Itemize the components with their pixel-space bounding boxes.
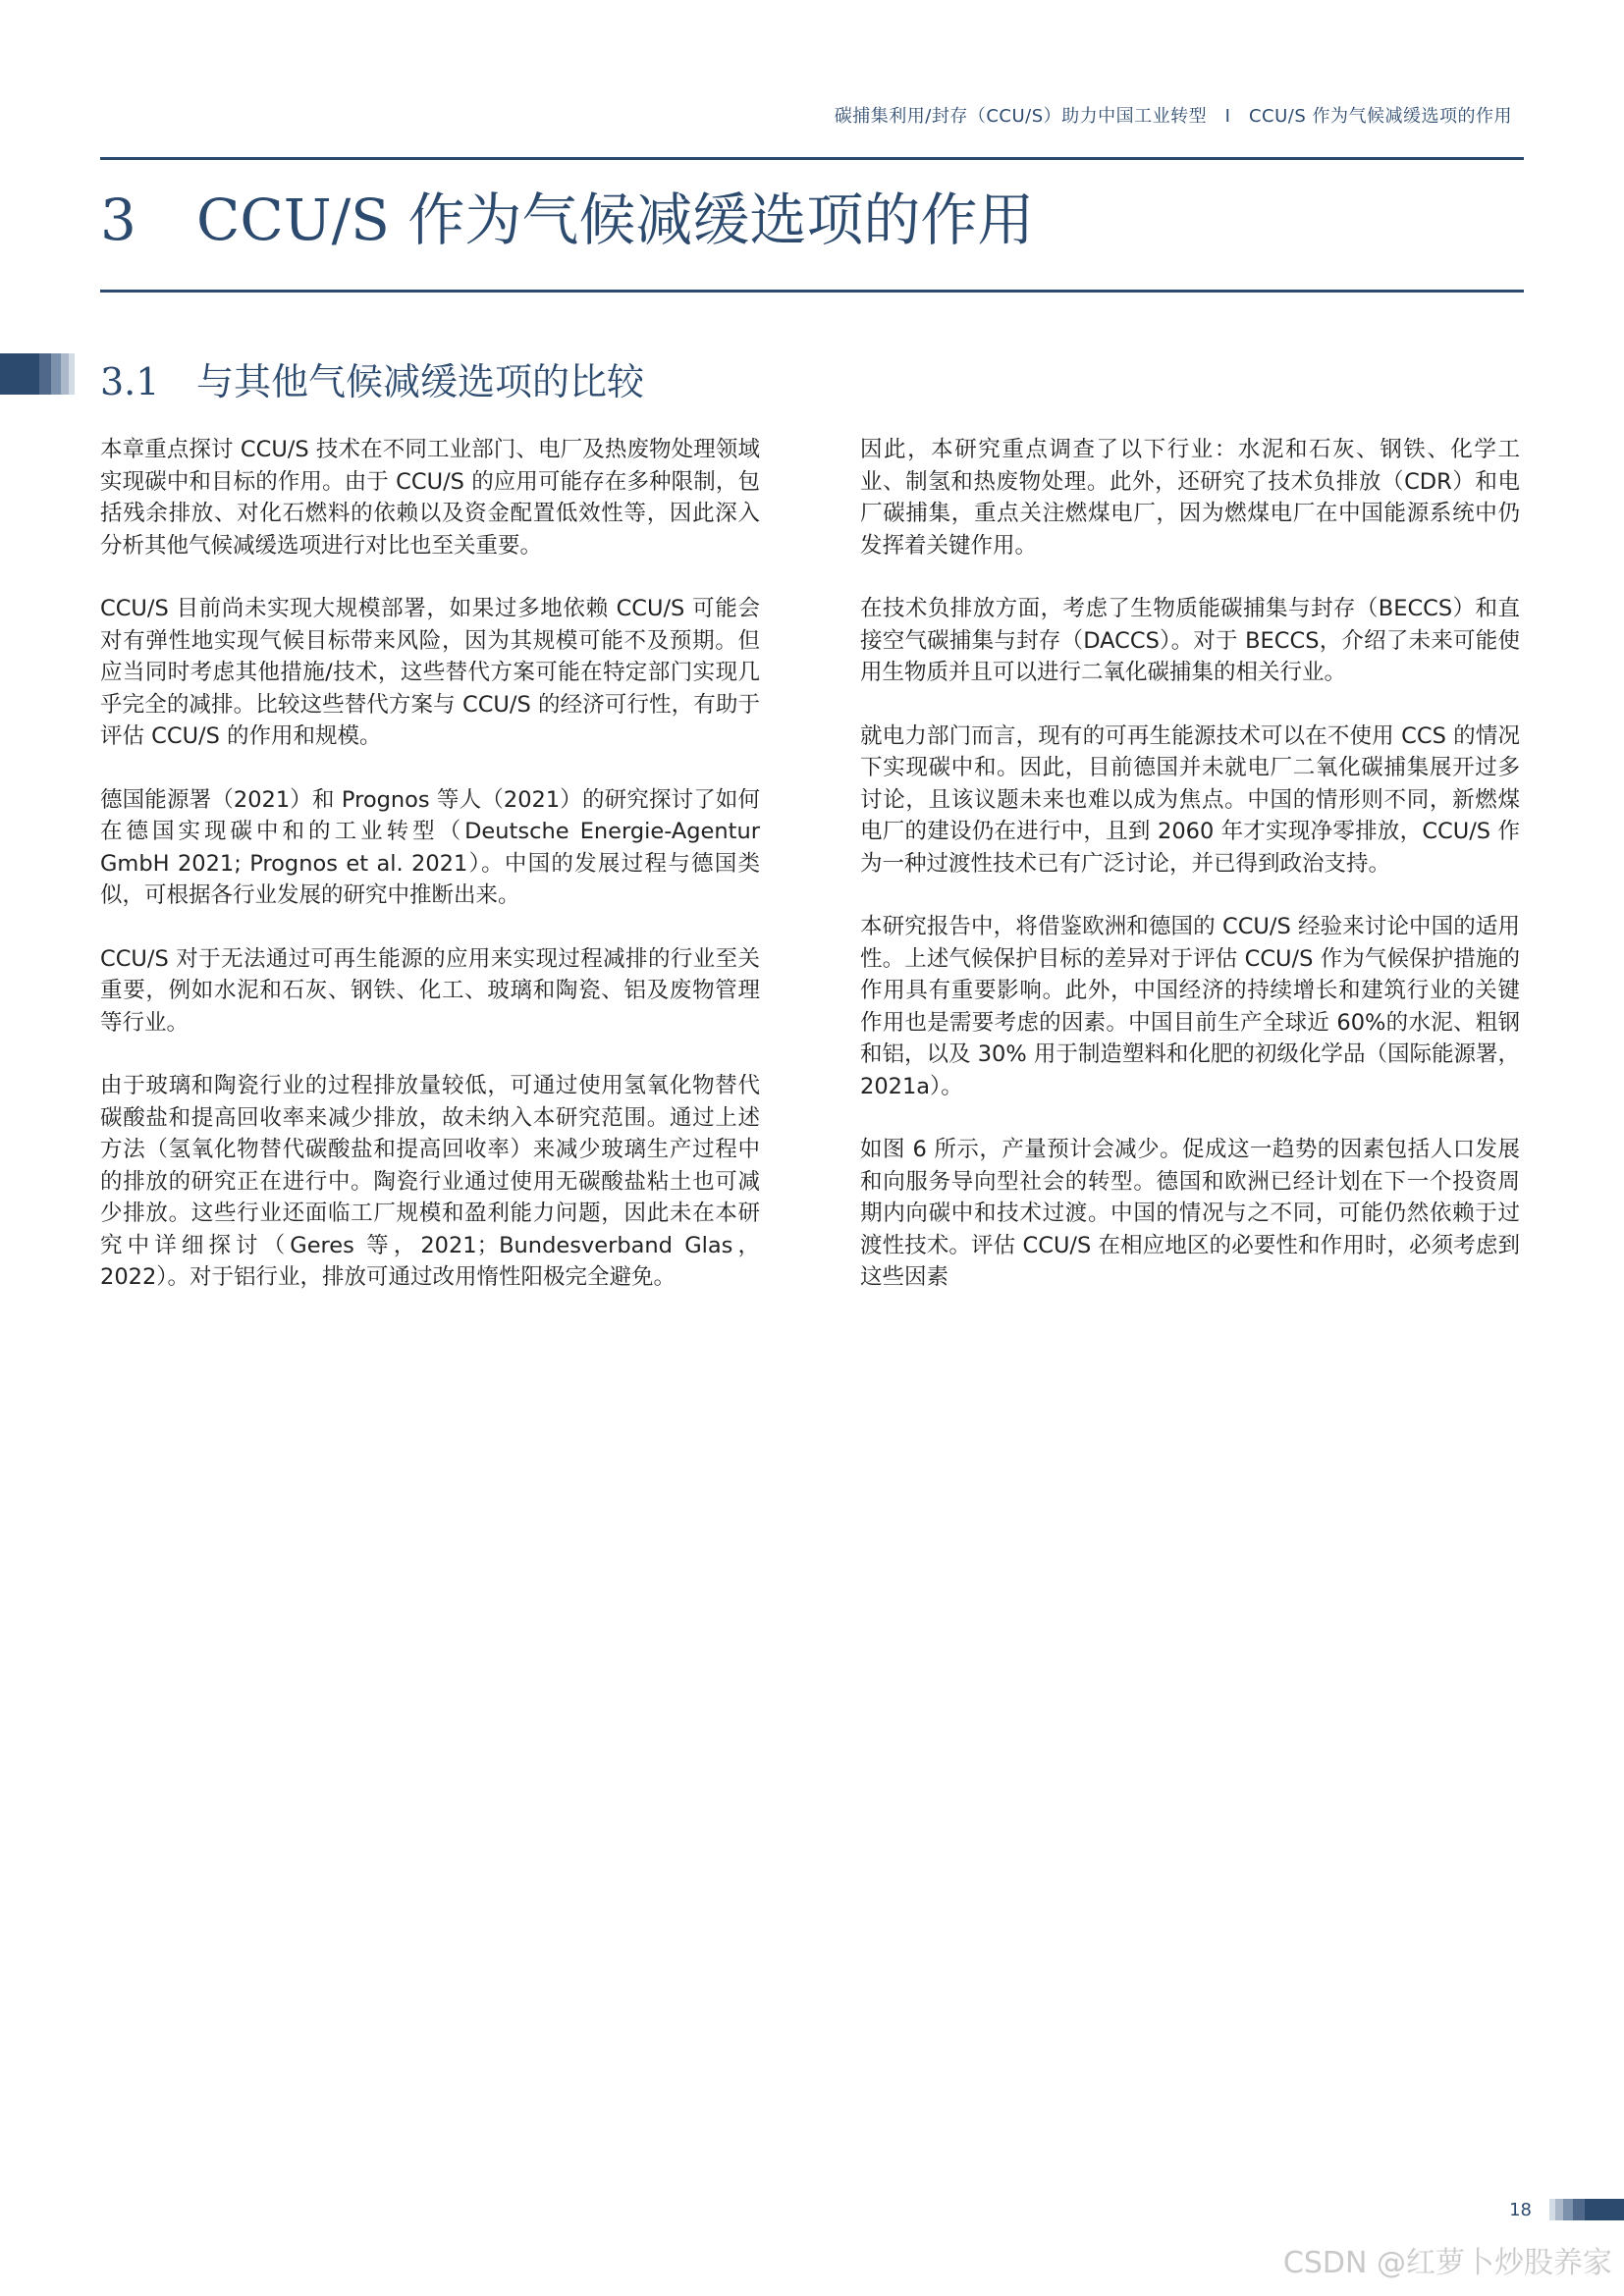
header-rule-top	[100, 157, 1524, 160]
paragraph: 如图 6 所示，产量预计会减少。促成这一趋势的因素包括人口发展和向服务导向型社会的转型。德国和欧洲已经计划在下一个投资周期内向碳中和技术过渡。中国的情况与之不同，可能仍然依赖于过渡性技术。评估 CCU/S 在相应地区的必要性和作用时，必须考虑到这些因素	[860, 1137, 1520, 1290]
paragraph: 就电力部门而言，现有的可再生能源技术可以在不使用 CCS 的情况下实现碳中和。因此，目前德国并未就电厂二氧化碳捕集展开过多讨论，且该议题未来也难以成为焦点。中国的情形则不同，新燃煤电厂的建设仍在进行中，且到 2060 年才实现净零排放，CCU/S 作为一种过渡性技术已有广泛讨论，并已得到政治支持。	[860, 722, 1520, 877]
decor-block	[51, 353, 61, 395]
paragraph: 由于玻璃和陶瓷行业的过程排放量较低，可通过使用氢氧化物替代碳酸盐和提高回收率来减少排放，故未纳入本研究范围。通过上述方法（氢氧化物替代碳酸盐和提高回收率）来减少玻璃生产过程中的排放的研究正在进行中。陶瓷行业通过使用无碳酸盐粘土也可减少排放。这些行业还面临工厂规模和盈利能力问题，因此未在本研究中详细探讨（Geres 等，2021；Bundesverband Glas，2022）。对于铝行业，排放可通过改用惰性阳极完全避免。	[100, 1073, 760, 1290]
running-header: 碳捕集利用/封存（CCU/S）助力中国工业转型 I CCU/S 作为气候减缓选项的作用	[834, 106, 1512, 127]
decor-block	[0, 353, 39, 395]
paragraph: CCU/S 目前尚未实现大规模部署，如果过多地依赖 CCU/S 可能会对有弹性地实现气候目标带来风险，因为其规模可能不及预期。但应当同时考虑其他措施/技术，这些替代方案可能在特定部门实现几乎完全的减排。比较这些替代方案与 CCU/S 的经济可行性，有助于评估 CCU/S 的作用和规模。	[100, 596, 760, 749]
decor-block	[1585, 2199, 1624, 2220]
decor-block	[39, 353, 51, 395]
paragraph: 因此，本研究重点调查了以下行业：水泥和石灰、钢铁、化学工业、制氢和热废物处理。此外，还研究了技术负排放（CDR）和电厂碳捕集，重点关注燃煤电厂，因为燃煤电厂在中国能源系统中仍发挥着关键作用。	[860, 437, 1520, 559]
decor-block	[61, 353, 69, 395]
footer-decor-bar	[1549, 2199, 1624, 2220]
chapter-title: CCU/S 作为气候减缓选项的作用	[196, 187, 1035, 253]
chapter-number: 3	[100, 187, 136, 253]
watermark: CSDN @红萝卜炒股养家	[1282, 2246, 1612, 2280]
decor-block	[69, 353, 75, 395]
left-column	[100, 434, 760, 1325]
paragraph: 本研究报告中，将借鉴欧洲和德国的 CCU/S 经验来讨论中国的适用性。上述气候保护目标的差异对于评估 CCU/S 作为气候保护措施的作用具有重要影响。此外，中国经济的持续增长和建筑行业的关键作用也是需要考虑的因素。中国目前生产全球近 60%的水泥、粗钢和铝，以及 30% 用于制造塑料和化肥的初级化学品（国际能源署，2021a）。	[860, 914, 1520, 1099]
section-title: 与其他气候减缓选项的比较	[196, 360, 645, 403]
chapter-heading	[100, 187, 1034, 255]
paragraph: CCU/S 对于无法通过可再生能源的应用来实现过程减排的行业至关重要，例如水泥和石灰、钢铁、化工、玻璃和陶瓷、铝及废物管理等行业。	[100, 945, 760, 1036]
paragraph: 本章重点探讨 CCU/S 技术在不同工业部门、电厂及热废物处理领域实现碳中和目标的作用。由于 CCU/S 的应用可能存在多种限制，包括残余排放、对化石燃料的依赖以及资金配置低效性等，因此深入分析其他气候减缓选项进行对比也至关重要。	[100, 437, 760, 559]
page-footer	[1509, 2199, 1624, 2220]
decor-block	[1563, 2199, 1573, 2220]
section-decor-bar	[0, 353, 75, 395]
right-column	[860, 434, 1520, 1325]
section-number: 3.1	[100, 360, 160, 403]
header-rule-bottom	[100, 290, 1524, 293]
decor-block	[1573, 2199, 1585, 2220]
paragraph: 在技术负排放方面，考虑了生物质能碳捕集与封存（BECCS）和直接空气碳捕集与封存（DACCS）。对于 BECCS，介绍了未来可能使用生物质并且可以进行二氧化碳捕集的相关行业。	[860, 596, 1520, 685]
page-number: 18	[1509, 2199, 1532, 2220]
decor-block	[1555, 2199, 1563, 2220]
section-heading	[100, 351, 644, 405]
paragraph: 德国能源署（2021）和 Prognos 等人（2021）的研究探讨了如何在德国实现碳中和的工业转型（Deutsche Energie-Agentur GmbH 2021; Prognos et al. 2021）。中国的发展过程与德国类似，可根据各行业发展的研究中推断出来。	[100, 786, 760, 908]
